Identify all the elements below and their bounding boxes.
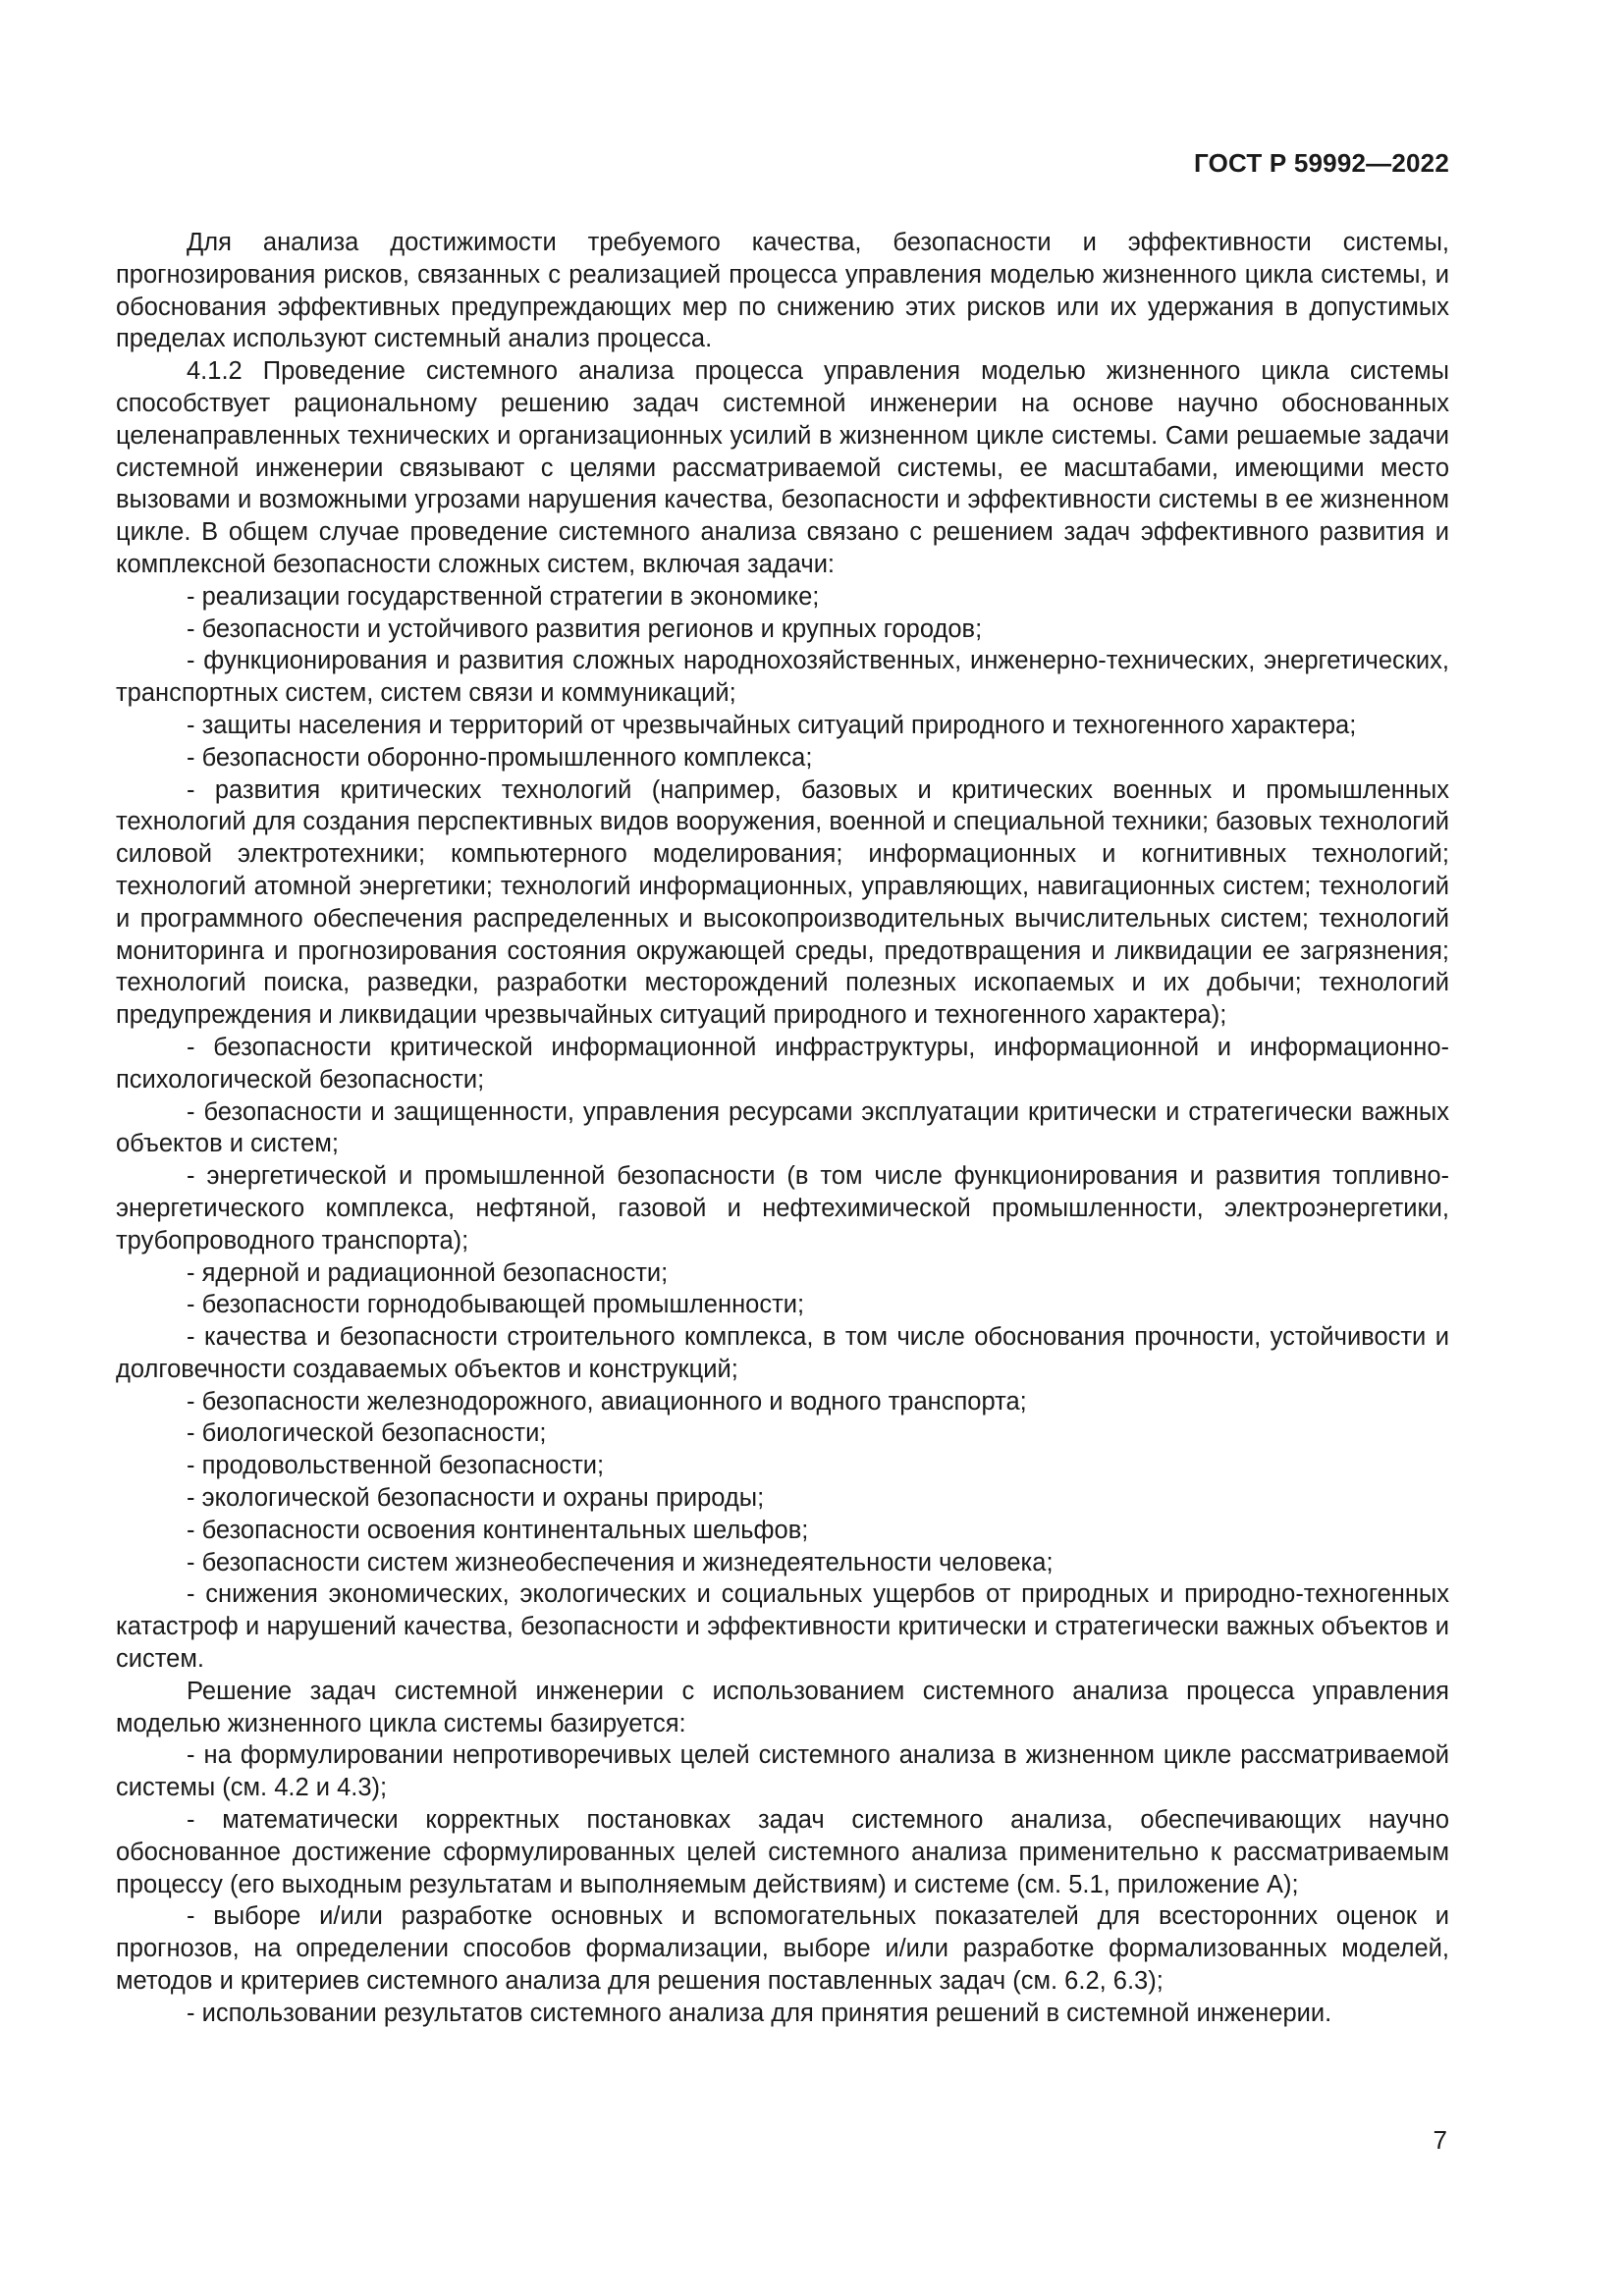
document-body: [116, 227, 1449, 2030]
list-item: - реализации государственной стратегии в экономике;: [187, 582, 820, 611]
paragraph: 4.1.2 Проведение системного анализа процесса управления моделью жизненного цикла системы способствует рациональному решению задач системной инженерии на основе научно обоснованных целенаправленных технических и организационных усилий в жизненном цикле системы. Сами решаемые задачи системной инженерии связывают с целями рассматриваемой системы, ее масштабами, имеющими место вызовами и возможными угрозами нарушения качества, безопасности и эффективности системы в ее жизненном цикле. В общем случае проведение системного анализа связано с решением задач эффективного развития и комплексной безопасности сложных систем, включая задачи:: [116, 357, 1449, 578]
list-item: - функционирования и развития сложных народнохозяйственных, инженерно-технических, энергетических, транспортных систем, систем связи и коммуникаций;: [116, 647, 1449, 708]
list-item: - экологической безопасности и охраны природы;: [187, 1484, 765, 1513]
paragraph: Решение задач системной инженерии с использованием системного анализа процесса управления моделью жизненного цикла системы базируется:: [116, 1677, 1449, 1737]
list-item: - качества и безопасности строительного комплекса, в том числе обоснования прочности, устойчивости и долговечности создаваемых объектов и конструкций;: [116, 1323, 1449, 1383]
list-item: - безопасности освоения континентальных шельфов;: [187, 1516, 809, 1544]
list-item: - продовольственной безопасности;: [187, 1452, 605, 1480]
list-item: - ядерной и радиационной безопасности;: [187, 1258, 669, 1287]
paragraph: Для анализа достижимости требуемого качества, безопасности и эффективности системы, прогнозирования рисков, связанных с реализацией процесса управления моделью жизненного цикла системы, и обоснования эффективных предупреждающих мер по снижению этих рисков или их удержания в допустимых пределах используют системный анализ процесса.: [116, 229, 1449, 353]
list-item: - безопасности и защищенности, управления ресурсами эксплуатации критически и стратегически важных объектов и систем;: [116, 1097, 1449, 1158]
list-item: - безопасности и устойчивого развития регионов и крупных городов;: [187, 614, 983, 643]
list-item: - безопасности железнодорожного, авиационного и водного транспорта;: [187, 1387, 1027, 1415]
page-number: 7: [1433, 2125, 1447, 2155]
list-item: - безопасности критической информационной инфраструктуры, информационной и информационно-психологической безопасности;: [116, 1033, 1449, 1094]
list-item: - энергетической и промышленной безопасности (в том числе функционирования и развития топливно-энергетического комплекса, нефтяной, газовой и нефтехимической промышленности, электроэнергетики, трубопроводного транспорта);: [116, 1162, 1449, 1255]
list-item: - снижения экономических, экологических и социальных ущербов от природных и природно-техногенных катастроф и нарушений качества, безопасности и эффективности критически и стратегически важных объектов и систем.: [116, 1580, 1449, 1674]
list-item: - защиты населения и территорий от чрезвычайных ситуаций природного и техногенного характера;: [187, 711, 1357, 739]
list-item: - развития критических технологий (например, базовых и критических военных и промышленных технологий для создания перспективных видов вооружения, военной и специальной техники; базовых технологий силовой электротехники; компьютерного моделирования; информационных и когнитивных технологий; технологий атомной энергетики; технологий информационных, управляющих, навигационных систем; технологий и программного обеспечения распределенных и высокопроизводительных вычислительных систем; технологий мониторинга и прогнозирования состояния окружающей среды, предотвращения и ликвидации ее загрязнения; технологий поиска, разведки, разработки месторождений полезных ископаемых и их добычи; технологий предупреждения и ликвидации чрезвычайных ситуаций природного и техногенного характера);: [116, 775, 1449, 1030]
list-item: - использовании результатов системного анализа для принятия решений в системной инженерии.: [187, 1999, 1332, 2027]
list-item: - безопасности оборонно-промышленного комплекса;: [187, 743, 813, 772]
list-item: - безопасности систем жизнеобеспечения и жизнедеятельности человека;: [187, 1548, 1054, 1576]
list-item: - биологической безопасности;: [187, 1419, 547, 1448]
list-item: - математически корректных постановках задач системного анализа, обеспечивающих научно обоснованное достижение сформулированных целей системного анализа применительно к рассматриваемым процессу (его выходным результатам и выполняемым действиям) и системе (см. 5.1, приложение А);: [116, 1806, 1449, 1898]
list-item: - на формулировании непротиворечивых целей системного анализа в жизненном цикле рассматриваемой системы (см. 4.2 и 4.3);: [116, 1741, 1449, 1802]
list-item: - безопасности горнодобывающей промышленности;: [187, 1291, 805, 1319]
list-item: - выборе и/или разработке основных и вспомогательных показателей для всесторонних оценок и прогнозов, на определении способов формализации, выборе и/или разработке формализованных моделей, методов и критериев системного анализа для решения поставленных задач (см. 6.2, 6.3);: [116, 1902, 1449, 1996]
document-header: ГОСТ Р 59992—2022: [1194, 148, 1449, 178]
